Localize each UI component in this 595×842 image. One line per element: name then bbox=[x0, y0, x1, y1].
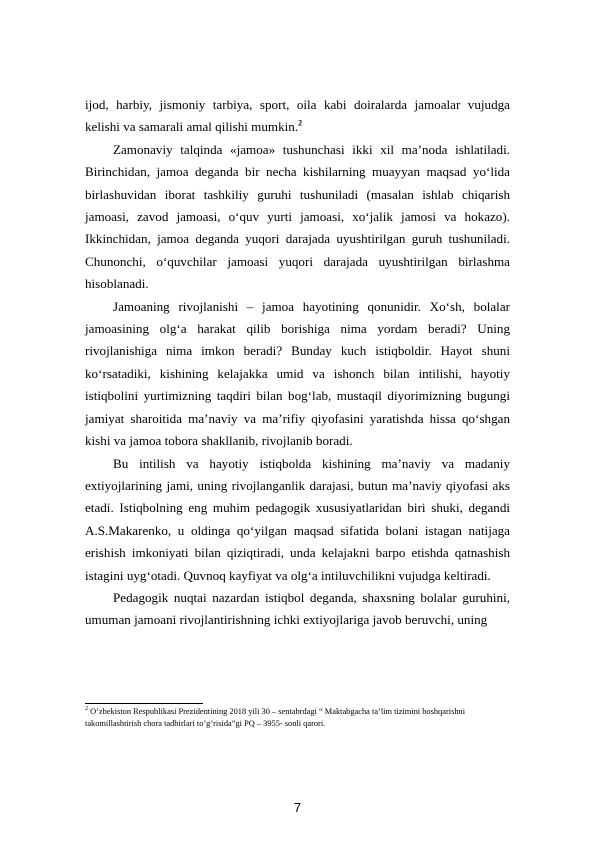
footnote-separator bbox=[85, 703, 203, 704]
footnote-reference: 2 bbox=[298, 119, 303, 129]
page-number: 7 bbox=[293, 800, 302, 815]
body-text bbox=[85, 94, 510, 632]
paragraph-2: Zamonaviy talqinda «jamoa» tushunchasi ikki xil ma’noda ishlatiladi. Birinchidan, jamoa deganda bir necha kishilarning muayyan maqsad yo‘lida birlashuvidan iborat tashkiliy guruhi tushuniladi (masalan ishlab chiqarish jamoasi, zavod jamoasi, o‘quv yurti jamoasi, xo‘jalik jamosi va hokazo). Ikkinchidan, jamoa deganda yuqori darajada uyushtirilgan guruh tushuniladi. Chunonchi, o‘quvchilar jamoasi yuqori darajada uyushtirilgan birlashma hisoblanadi. bbox=[85, 141, 510, 292]
footnote-number: 2 bbox=[85, 706, 88, 713]
paragraph-4: Bu intilish va hayotiy istiqbolda kishining ma’naviy va madaniy extiyojlarining jami, uning rivojlanganlik darajasi, butun ma’naviy qiyofasi aks etadi. Istiqbolning eng muhim pedagogik xususiyatlaridan biri shuki, degandi A.S.Makarenko, u oldinga qo‘yilgan maqsad sifatida bolani istagan natijaga erishish imkoniyati bilan qiziqtiradi, unda kelajakni barpo etishda qatnashish istagini uyg‘otadi. Quvnoq kayfiyat va olg‘a intiluvchilikni vujudga keltiradi. bbox=[85, 455, 510, 583]
paragraph-5: Pedagogik nuqtai nazardan istiqbol deganda, shaxsning bolalar guruhini, umuman jamoani rivojlantirishning ichki extiyojlariga javob beruvchi, uning bbox=[85, 589, 510, 628]
footnote bbox=[85, 706, 515, 729]
footnote-text: O’zbekiston Respublikasi Prezidentining 2018 yili 30 – sentabrdagi “ Maktabgacha ta’lim tizimini boshqarishni takomillashtirish chora tadbirlari to’g’risida”gi PQ – 3955- sonli qarori. bbox=[85, 707, 466, 728]
paragraph-1-text: ijod, harbiy, jismoniy tarbiya, sport, oila kabi doiralarda jamoalar vujudga kelishi va samarali amal qilishi mumkin. bbox=[85, 97, 510, 135]
paragraph-3: Jamoaning rivojlanishi – jamoa hayotining qonunidir. Xo‘sh, bolalar jamoasining olg‘a harakat qilib borishiga nima yordam beradi? Uning rivojlanishiga nima imkon beradi? Bunday kuch istiqboldir. Hayot shuni ko‘rsatadiki, kishining kelajakka umid va ishonch bilan intilishi, hayotiy istiqbolini yurtimizning taqdiri bilan bog‘lab, mustaqil diyorimizning bugungi jamiyat sharoitida ma’naviy va ma’rifiy qiyofasini yaratishda hissa qo‘shgan kishi va jamoa tobora shakllanib, rivojlanib boradi. bbox=[85, 298, 510, 449]
paragraph-1 bbox=[85, 94, 510, 139]
